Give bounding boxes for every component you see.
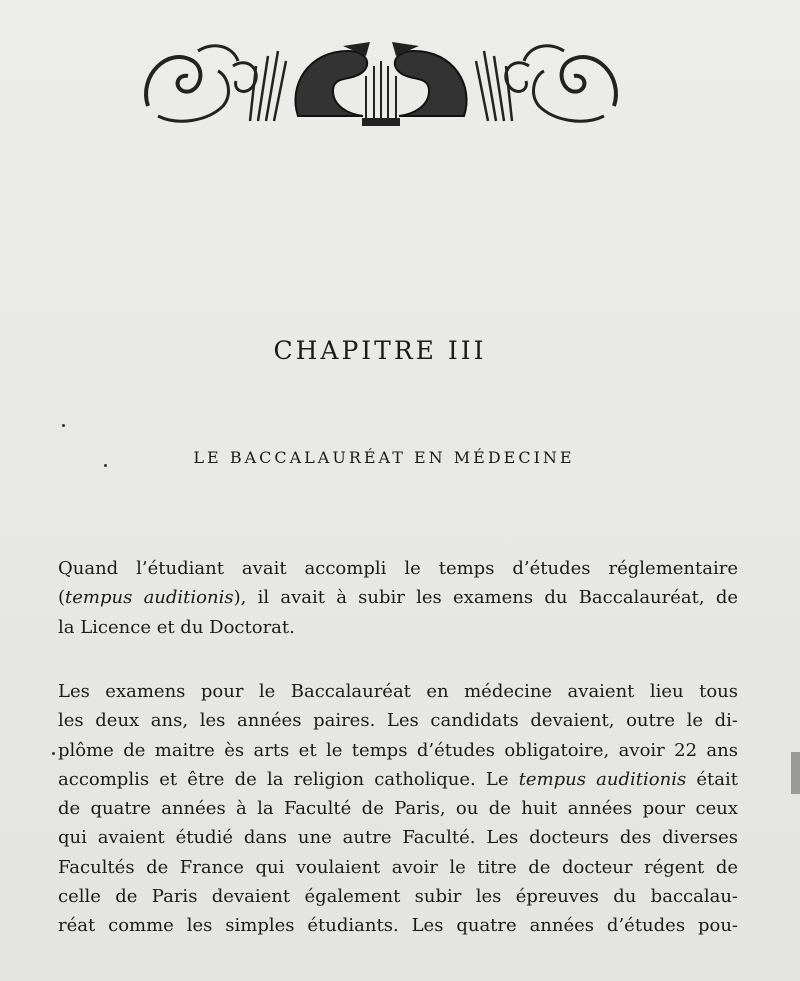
paragraph-1-line-2 xyxy=(58,583,738,612)
paragraph-2-line-4-a: accomplis et être de la religion catholique. Le xyxy=(58,768,519,790)
chapter-heading: CHAPITRE III xyxy=(273,336,487,365)
paragraph-1-line-3: la Licence et du Doctorat. xyxy=(58,616,295,638)
paragraph-2 xyxy=(58,677,738,941)
page-edge-tab xyxy=(791,752,800,794)
paragraph-2-line-6: qui avaient étudié dans une autre Faculté. Les docteurs des diverses xyxy=(58,827,738,849)
section-title: LE BACCALAURÉAT EN MÉDECINE xyxy=(193,448,575,467)
paragraph-2-line-7: Facultés de France qui voulaient avoir le titre de docteur régent de xyxy=(58,856,738,878)
paragraph-2-italic-term: tempus auditionis xyxy=(518,768,687,790)
paragraph-1-line-2-text: ), il avait à subir les examens du Baccalauréat, de xyxy=(233,587,738,609)
paragraph-2-line-9: réat comme les simples étudiants. Les quatre années d’études pou- xyxy=(58,915,738,937)
paragraph-2-line-2: les deux ans, les années paires. Les candidats devaient, outre le di- xyxy=(58,710,738,732)
paragraph-2-line-1: Les examens pour le Baccalauréat en médecine avaient lieu tous xyxy=(58,681,738,702)
decorative-headpiece-ornament xyxy=(138,36,624,130)
paragraph-2-line-5: de quatre années à la Faculté de Paris, ou de huit années pour ceux xyxy=(58,798,738,820)
ink-speck xyxy=(104,464,107,467)
paragraph-2-line-8: celle de Paris devaient également subir les épreuves du baccalau- xyxy=(58,886,738,908)
open-paren: ( xyxy=(58,587,66,609)
paragraph-2-line-4 xyxy=(58,765,738,794)
paragraph-1 xyxy=(58,554,738,642)
ink-speck xyxy=(52,752,55,755)
paragraph-1-line-1: Quand l’étudiant avait accompli le temps d’études réglementaire xyxy=(58,558,738,579)
paragraph-2-line-3: plôme de maitre ès arts et le temps d’études obligatoire, avoir 22 ans xyxy=(58,739,738,761)
ink-speck xyxy=(62,424,65,427)
paragraph-2-line-4-b: était xyxy=(686,768,738,790)
italic-term: tempus auditionis xyxy=(65,587,234,609)
